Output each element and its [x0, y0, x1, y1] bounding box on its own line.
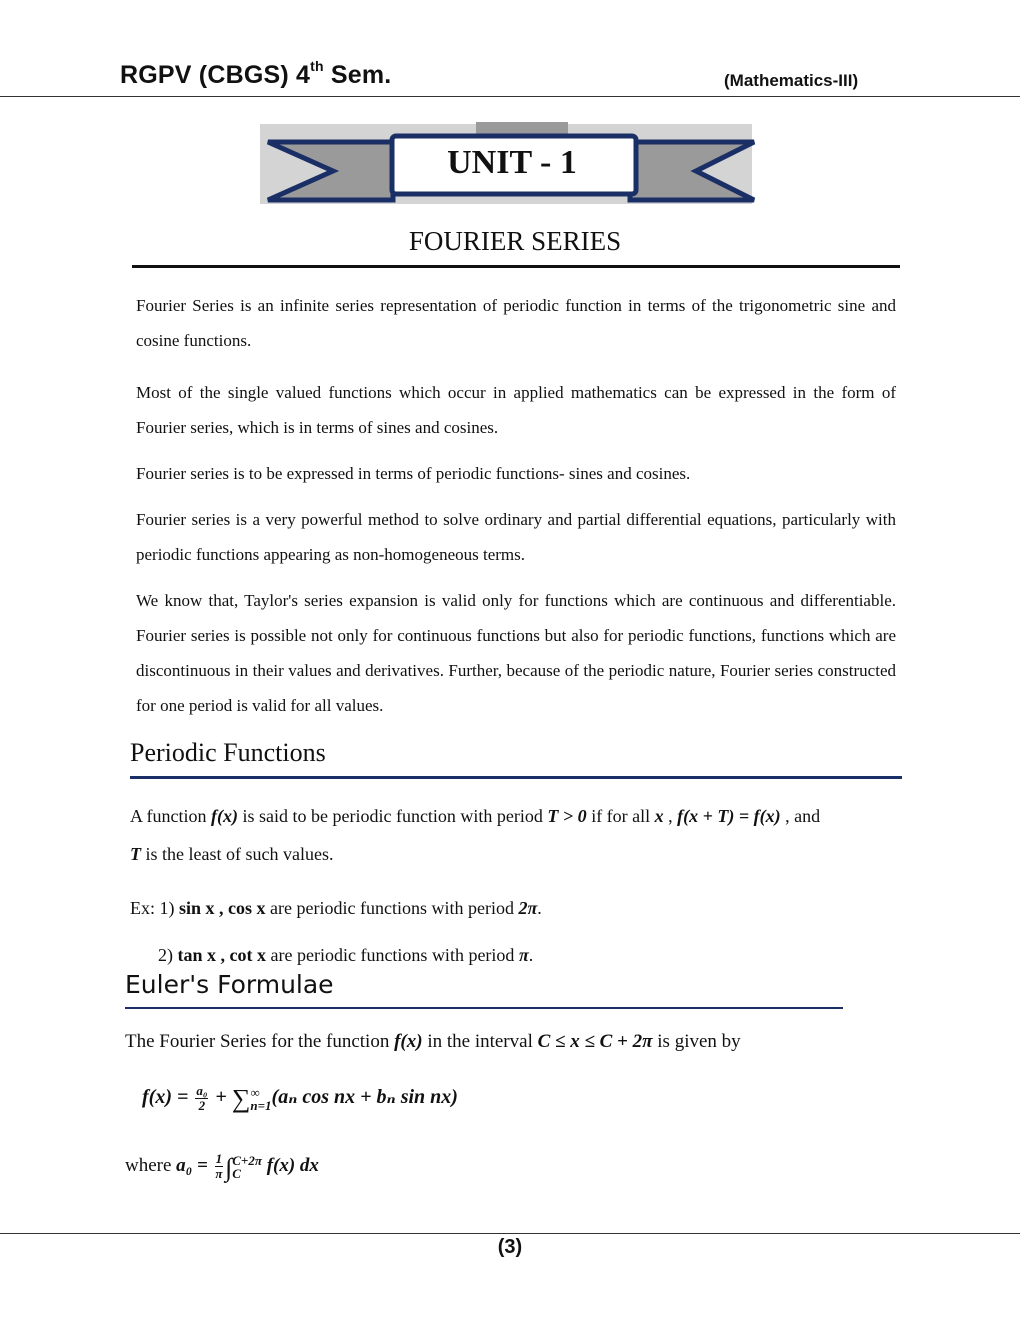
unit-label: UNIT - 1 [447, 144, 577, 181]
page-number: (3) [497, 1236, 523, 1258]
footer-divider [0, 1233, 1020, 1234]
euler-intro-line: The Fourier Series for the function f(x) in the interval C ≤ x ≤ C + 2π is given by [125, 1031, 741, 1052]
periodic-example-1: Ex: 1) sin x , cos x are periodic functions with period 2π. [130, 898, 542, 918]
section-underline-periodic [130, 776, 902, 779]
title-underline [132, 265, 900, 268]
periodic-definition-line-2: T is the least of such values. [130, 844, 334, 864]
document-header-title: RGPV (CBGS) 4th Sem. [120, 58, 392, 89]
section-heading-periodic-functions: Periodic Functions [130, 738, 326, 767]
paragraph-definition: Fourier Series is an infinite series representation of periodic function in terms of the trigonometric sine and cosine functions. [136, 296, 896, 350]
header-superscript: th [310, 58, 324, 74]
page-title: FOURIER SERIES [408, 226, 622, 256]
section-underline-euler [125, 1007, 843, 1009]
section-heading-euler-formulae: Euler's Formulae [125, 970, 334, 999]
paragraph-applications: Most of the single valued functions which occur in applied mathematics can be expressed in the form of Fourier series, which is in terms of sines and cosines. [136, 383, 896, 437]
paragraph-periodic-terms: Fourier series is to be expressed in terms of periodic functions- sines and cosines. [136, 464, 691, 483]
paragraph-differential-equations: Fourier series is a very powerful method to solve ordinary and partial differential equations, particularly with periodic functions appearing as non-homogeneous terms. [136, 510, 896, 564]
coefficient-a0-formula: where a₀ = $\frac{1}{\pi}$ ∫ C+2π C f(x) dx [125, 1151, 319, 1182]
document-header-subject: (Mathematics-III) [724, 71, 859, 90]
fourier-series-formula: f(x) = $\frac{\text{a₀}}{2}$ + ∑ ∞ n=1 (aₙ cos nx + bₙ sin nx) [142, 1083, 458, 1114]
periodic-definition-line: A function f(x) is said to be periodic function with period T > 0 if for all x , f(x + T) = f(x) , and [130, 806, 821, 826]
header-divider [0, 96, 1020, 97]
paragraph-taylor-comparison: We know that, Taylor's series expansion is valid only for functions which are continuous and differentiable. Fourier series is possible not only for continuous functions but also for periodic functions, functions which are discontinuous in their values and derivatives. Further, because of the periodic nature, Fourier series constructed for one period is valid for all values. [136, 591, 896, 715]
periodic-example-2: 2) tan x , cot x are periodic functions with period π. [158, 945, 534, 965]
